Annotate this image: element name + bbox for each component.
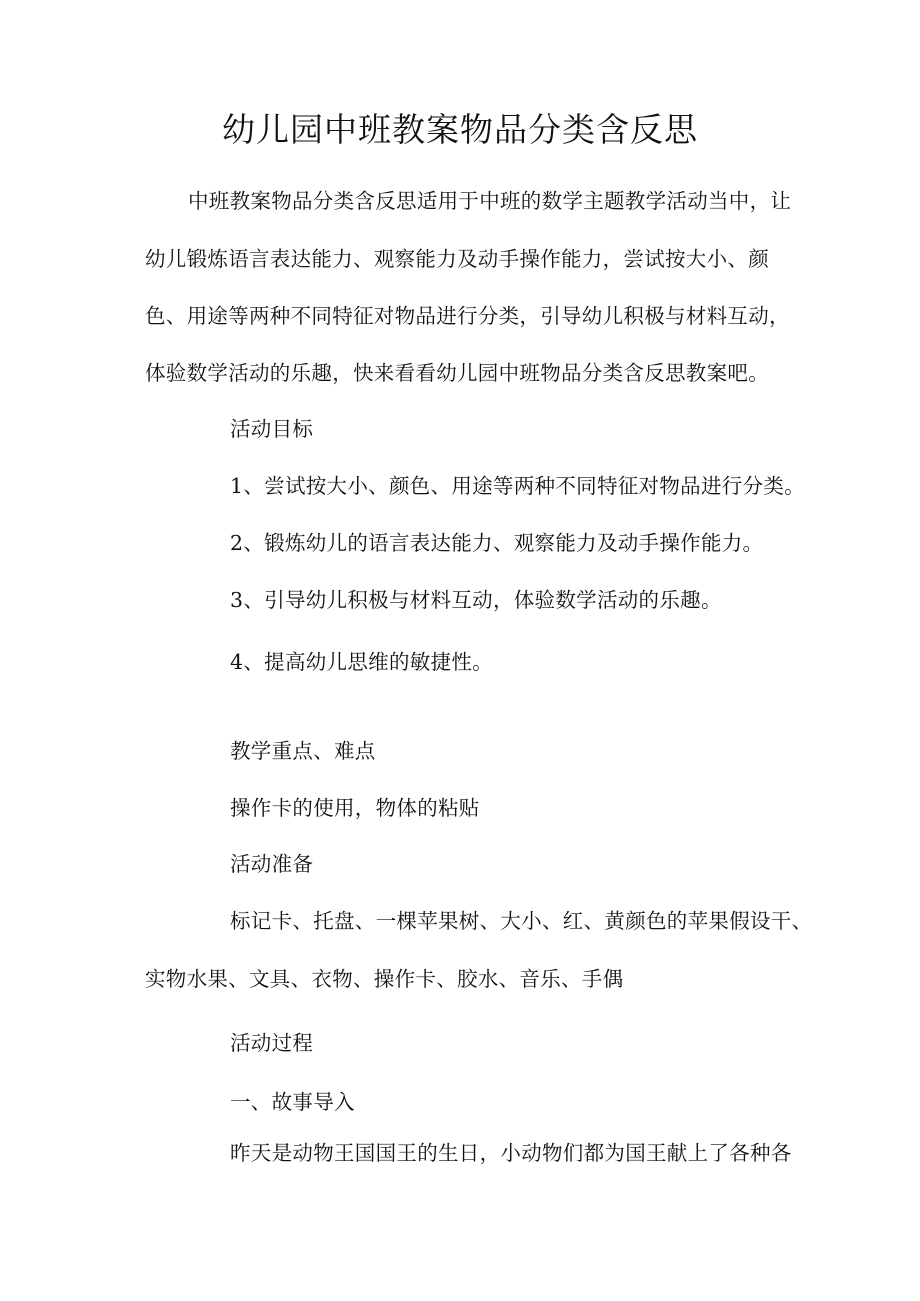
preparation-line-1: 标记卡、托盘、一棵苹果树、大小、红、黄颜色的苹果假设干、 (230, 909, 813, 933)
goal-item-1: 1、尝试按大小、颜色、用途等两种不同特征对物品进行分类。 (230, 474, 805, 498)
goal-item-2: 2、锻炼幼儿的语言表达能力、观察能力及动手操作能力。 (230, 531, 764, 555)
goal-item-3: 3、引导幼儿积极与材料互动，体验数学活动的乐趣。 (230, 588, 722, 612)
preparation-line-2: 实物水果、文具、衣物、操作卡、胶水、音乐、手偶 (145, 967, 624, 991)
key-points-text: 操作卡的使用，物体的粘贴 (230, 796, 480, 820)
process-text-line-1: 昨天是动物王国国王的生日，小动物们都为国王献上了各种各 (230, 1141, 792, 1165)
preparation-heading: 活动准备 (230, 852, 314, 876)
intro-line-2: 幼儿锻炼语言表达能力、观察能力及动手操作能力，尝试按大小、颜 (145, 247, 769, 271)
intro-line-4: 体验数学活动的乐趣，快来看看幼儿园中班物品分类含反思教案吧。 (145, 361, 769, 385)
intro-line-3: 色、用途等两种不同特征对物品进行分类，引导幼儿积极与材料互动， (145, 304, 790, 328)
process-heading: 活动过程 (230, 1031, 314, 1055)
goal-item-4: 4、提高幼儿思维的敏捷性。 (230, 650, 493, 674)
key-points-heading: 教学重点、难点 (230, 739, 376, 763)
document-title: 幼儿园中班教案物品分类含反思 (222, 110, 698, 149)
process-step-1: 一、故事导入 (230, 1090, 355, 1114)
goals-heading: 活动目标 (230, 417, 314, 441)
intro-line-1: 中班教案物品分类含反思适用于中班的数学主题教学活动当中，让 (188, 189, 792, 213)
